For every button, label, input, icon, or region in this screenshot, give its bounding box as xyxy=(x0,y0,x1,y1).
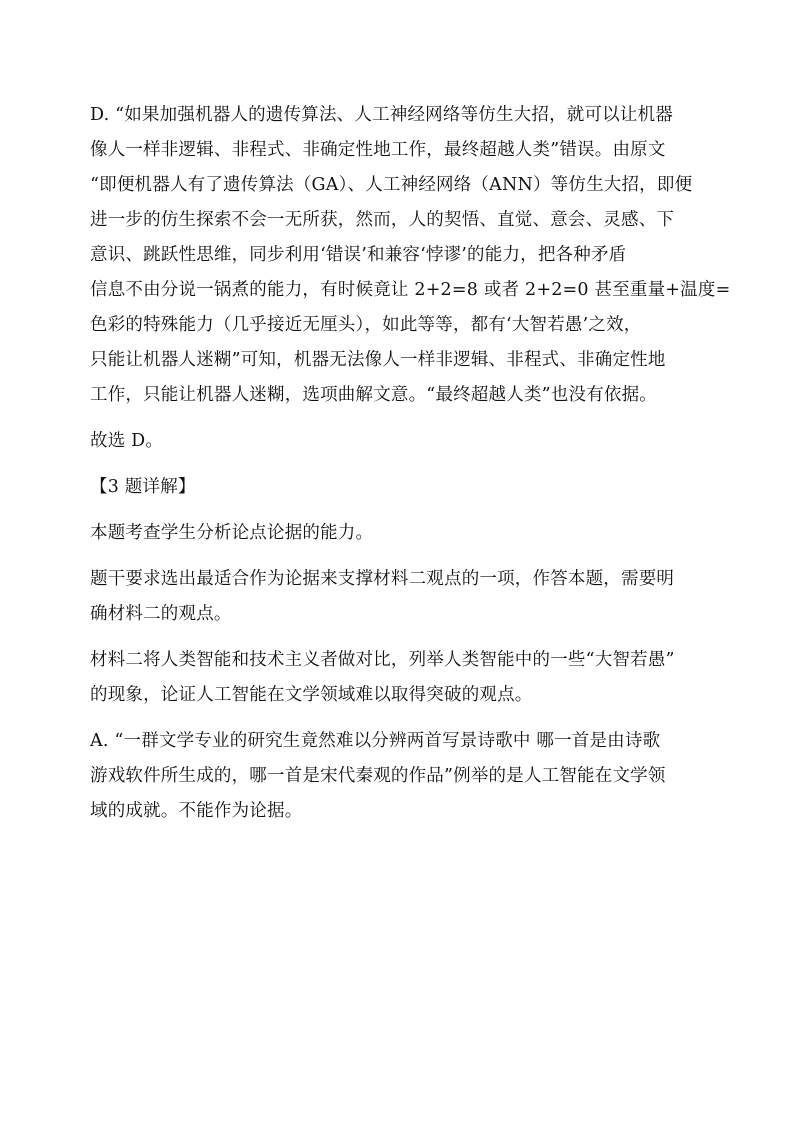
text-line: A. “一群文学专业的研究生竟然难以分辨两首写景诗歌中 哪一首是由诗歌 xyxy=(90,731,661,751)
text-line: 只能让机器人迷糊”可知，机器无法像人一样非逻辑、非程式、非确定性地 xyxy=(90,350,666,370)
text-line: 信息不由分说一锅煮的能力，有时候竟让 2+2=8 或者 2+2=0 甚至重量+温度= xyxy=(90,280,731,300)
text-line: 工作，只能让机器人迷糊，选项曲解文意。“最终超越人类”也没有依据。 xyxy=(90,385,657,405)
text-line: 确材料二的观点。 xyxy=(90,604,232,624)
text-line: 域的成就。不能作为论据。 xyxy=(90,801,303,821)
paragraph-skill xyxy=(90,516,710,551)
text-line: “即便机器人有了遗传算法（GA）、人工神经网络（ANN）等仿生大招，即便 xyxy=(90,175,693,195)
text-line: 题干要求选出最适合作为论据来支撑材料二观点的一项，作答本题，需要明 xyxy=(90,569,675,589)
paragraph-answer xyxy=(90,424,710,459)
text-line: 游戏软件所生成的，哪一首是宋代秦观的作品”例举的是人工智能在文学领 xyxy=(90,766,666,786)
text-line: 故选 D。 xyxy=(90,431,164,451)
text-line: 【3 题详解】 xyxy=(90,477,196,497)
text-line: 意识、跳跃性思维，同步利用‘错误’和兼容‘悖谬’的能力，把各种矛盾 xyxy=(90,245,627,265)
text-line: 的现象，论证人工智能在文学领域难以取得突破的观点。 xyxy=(90,685,533,705)
paragraph-question-requirement xyxy=(90,562,710,632)
text-line: 像人一样非逻辑、非程式、非确定性地工作，最终超越人类”错误。由原文 xyxy=(90,140,666,160)
text-line: 材料二将人类智能和技术主义者做对比，列举人类智能中的一些“大智若愚” xyxy=(90,650,675,670)
paragraph-option-a-analysis xyxy=(90,724,710,829)
text-line: 色彩的特殊能力（几乎接近无厘头），如此等等，都有‘大智若愚’之效， xyxy=(90,315,642,335)
paragraph-material-two xyxy=(90,643,710,713)
paragraph-option-d-analysis xyxy=(90,98,731,413)
text-line: 进一步的仿生探索不会一无所获，然而，人的契悟、直觉、意会、灵感、下 xyxy=(90,210,675,230)
text-line: D. “如果加强机器人的遗传算法、人工神经网络等仿生大招，就可以让机器 xyxy=(90,105,673,125)
text-line: 本题考查学生分析论点论据的能力。 xyxy=(90,523,374,543)
section-heading-q3 xyxy=(90,470,710,505)
document-page xyxy=(90,98,731,829)
